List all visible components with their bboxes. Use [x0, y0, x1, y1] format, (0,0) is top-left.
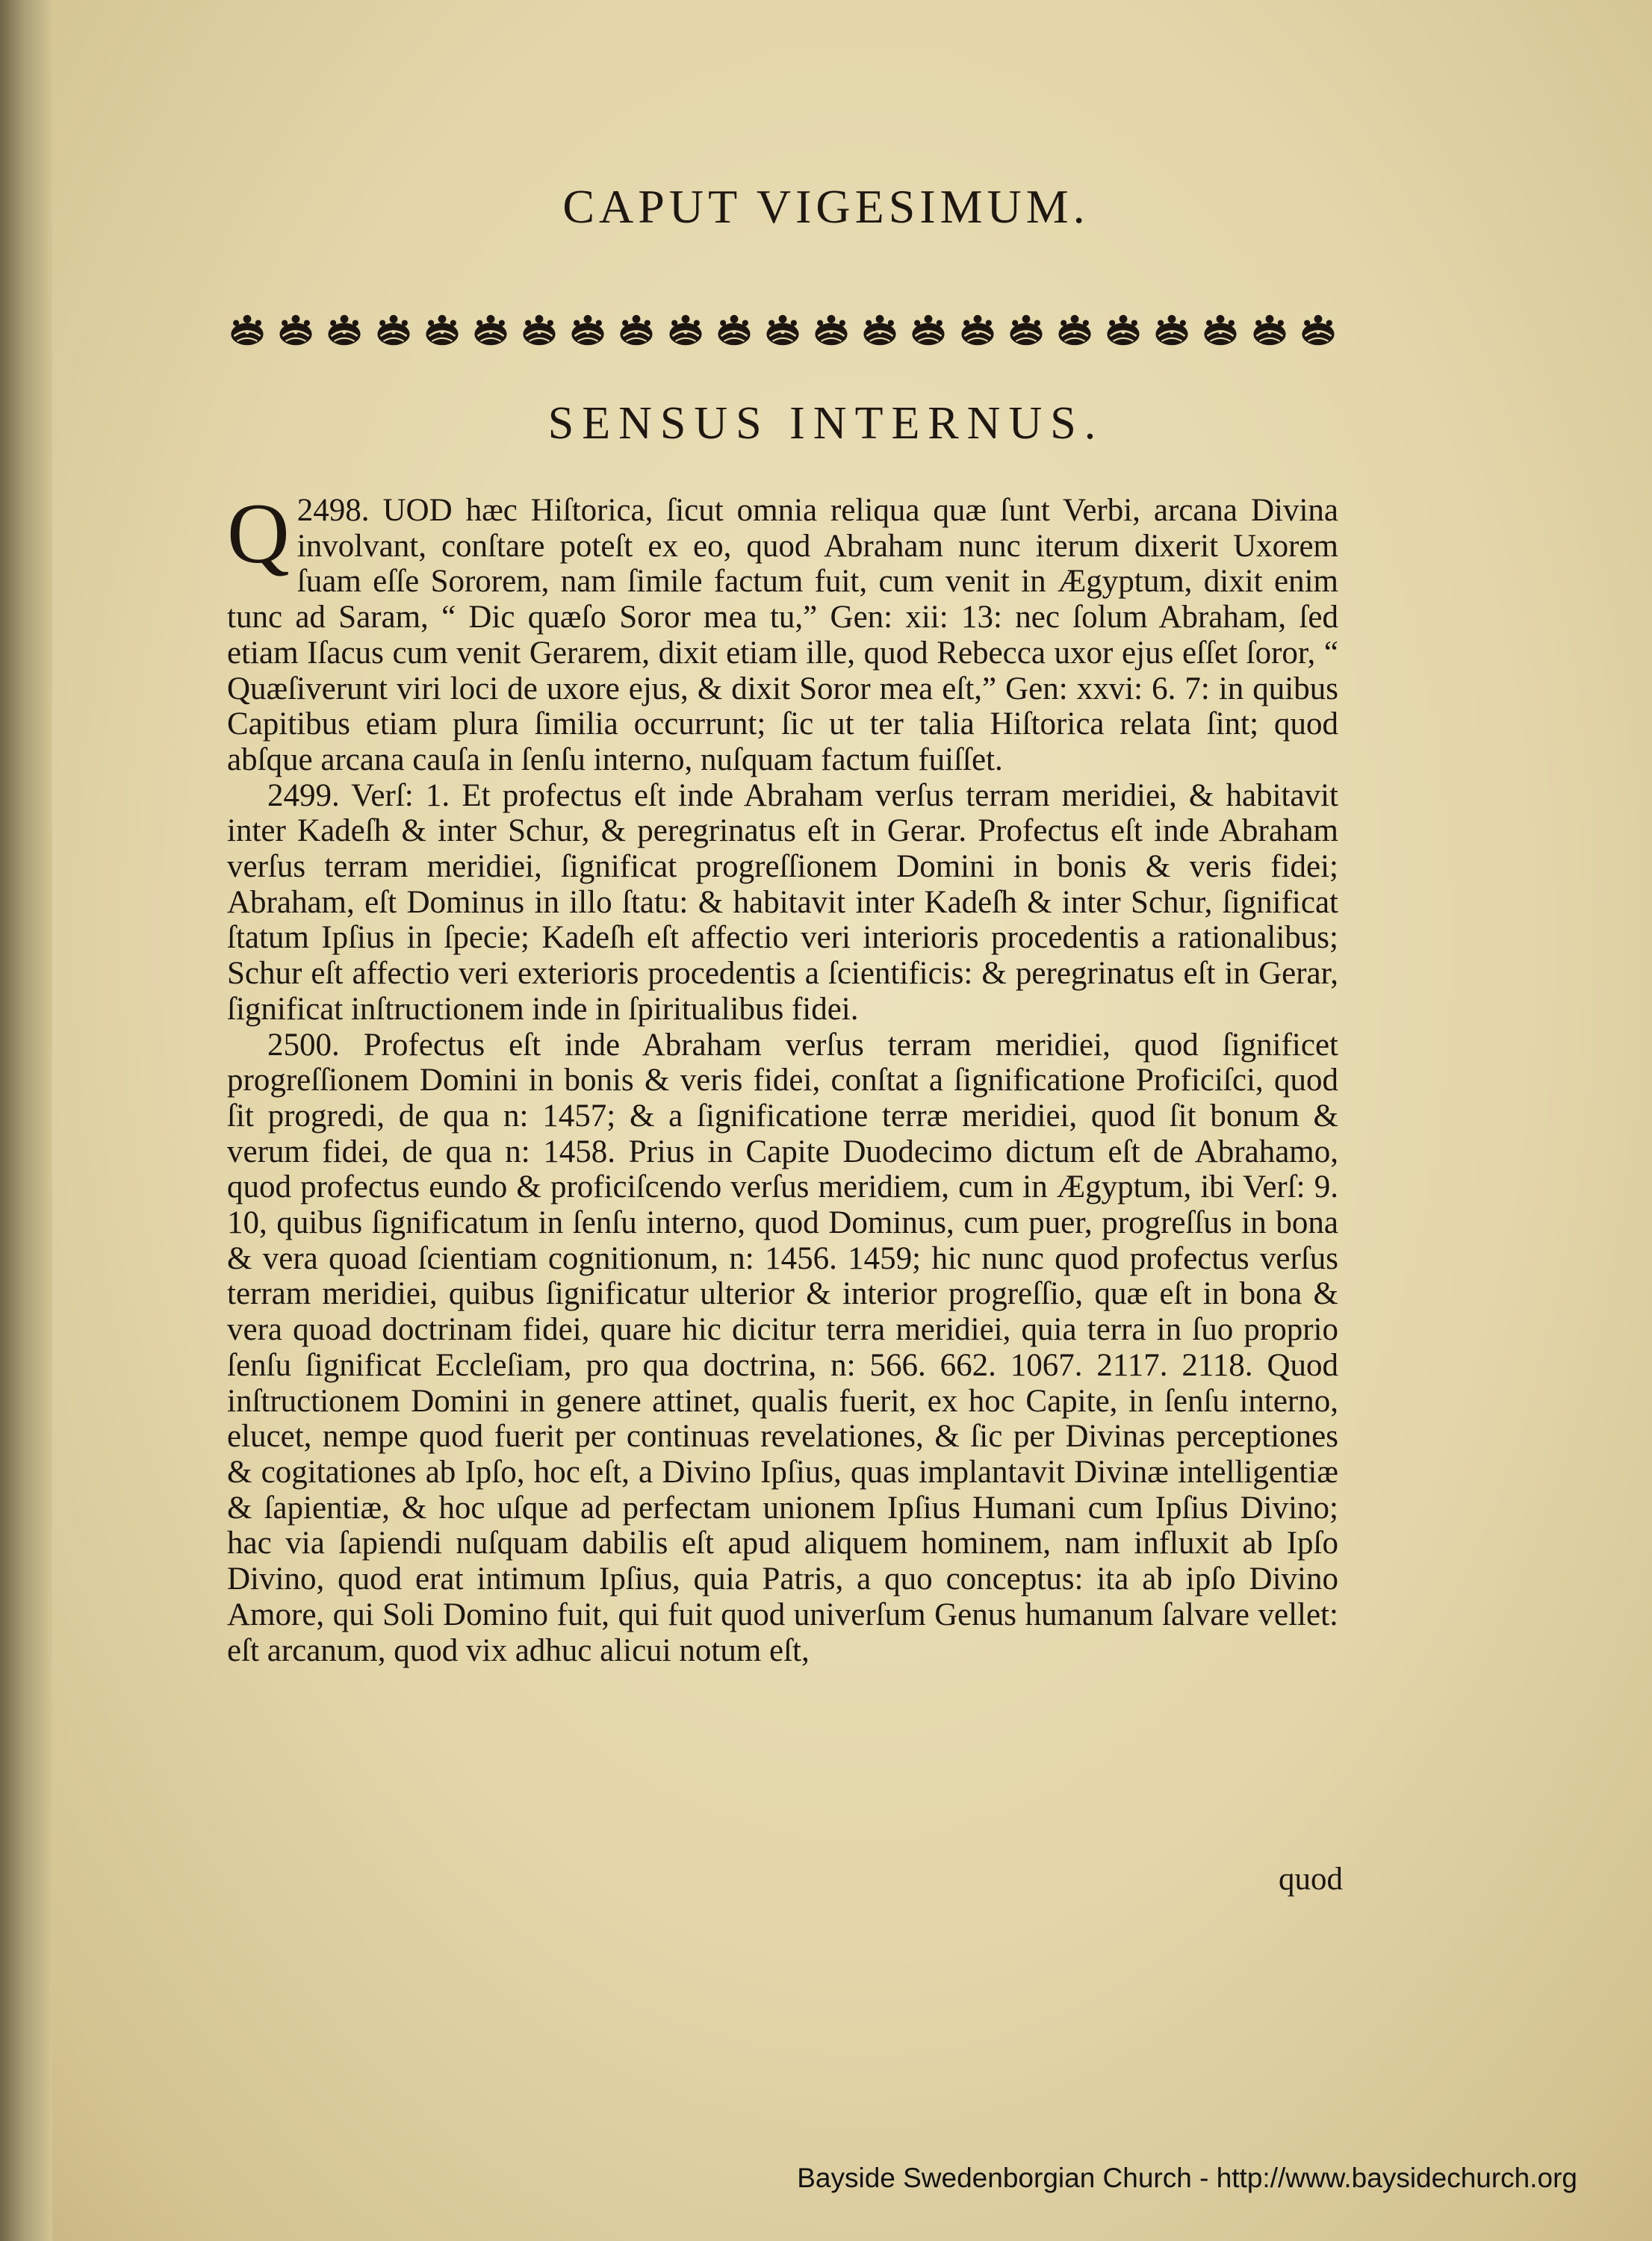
section-heading: SENSUS INTERNUS. [547, 398, 1105, 449]
paragraph-body: UOD hæc Hiſtorica, ſicut omnia reliqua quæ ſunt Verbi, arcana Divina involvant, conſtare poteſt ex eo, quod Abraham nunc iterum dixerit Uxorem ſuam eſſe Sororem, nam ſimile factum fuit, cum venit in Ægyptum, dixit enim tunc ad Saram, “ Dic quæſo Soror mea tu,” Gen: xii: 13: nec ſolum Abraham, ſed etiam Iſacus cum venit Gerarem, dixit etiam ille, quod Rebecca uxor ejus eſſet ſoror, “ Quæſiverunt viri loci de uxore ejus, & dixit Soror mea eſt,” Gen: xxvi: 6. 7: in quibus Capitibus etiam plura ſimilia occurrunt; ſic ut ter talia Hiſtorica relata ſint; quod abſque arcana cauſa in ſenſu interno, nuſquam factum fuiſſet. [227, 493, 1338, 777]
body-text [227, 486, 1338, 1668]
footer-credit: Bayside Swedenborgian Church - http://www.baysidechurch.org [797, 2163, 1577, 2193]
drop-cap: Q [227, 486, 290, 582]
page-gutter-shadow [0, 0, 52, 2241]
crown-ornament-rule [227, 305, 1338, 355]
crown-ornament-icon [1249, 310, 1290, 350]
paragraph-number: 2498. [296, 493, 370, 528]
crown-ornament-icon [860, 310, 900, 350]
crown-ornament-icon [471, 310, 511, 350]
paragraph-2499: 2499. Verſ: 1. Et profectus eſt inde Abraham verſus terram meridiei, & habitavit inter Kadeſh & inter Schur, & peregrinatus eſt in Gerar. Profectus eſt inde Abraham verſus terram meridiei, ſignificat progreſſionem Domini in bonis & veris fidei; Abraham, eſt Dominus in illo ſtatu: & habitavit inter Kadeſh & inter Schur, ſignificat ſtatum Ipſius in ſpecie; Kadeſh eſt affectio veri interioris procedentis a rationalibus; Schur eſt affectio veri exterioris procedentis a ſcientificis: & peregrinatus eſt in Gerar, ſignificat inſtructionem inde in ſpiritualibus fidei. [227, 777, 1338, 1027]
crown-ornament-icon [616, 310, 656, 350]
crown-ornament-icon [1055, 310, 1095, 350]
paragraph-2498 [227, 486, 1338, 778]
paragraph-2500: 2500. Profectus eſt inde Abraham verſus terram meridiei, quod ſignificet progreſſionem Domini in bonis & veris fidei, conſtat a ſignificatione Proficiſci, quod ſit progredi, de qua n: 1457; & a ſignificatione terræ meridiei, quod ſit bonum & verum fidei, de qua n: 1458. Prius in Capite Duodecimo dictum eſt de Abrahamo, quod profectus eundo & proficiſcendo verſus meridiem, cum in Ægyptum, ibi Verſ: 9. 10, quibus ſignificatum in ſenſu interno, quod Dominus, cum puer, progreſſus in bona & vera quoad ſcientiam cognitionum, n: 1456. 1459; hic nunc quod profectus verſus terram meridiei, quibus ſignificatur ulterior & interior progreſſio, quæ eſt in bona & vera quoad doctrinam fidei, quare hic dicitur terra meridiei, quia terra in ſuo proprio ſenſu ſignificat Eccleſiam, pro qua doctrina, n: 566. 662. 1067. 2117. 2118. Quod inſtructionem Domini in genere attinet, qualis fuerit, ex hoc Capite, in ſenſu interno, elucet, nempe quod fuerit per continuas revelationes, & ſic per Divinas perceptiones & cogitationes ab Ipſo, hoc eſt, a Divino Ipſius, quas implantavit Divinæ intelligentiæ & ſapientiæ, & hoc uſque ad perfectam unionem Ipſius Humani cum Ipſius Divino; hac via ſapiendi nuſquam dabilis eſt apud aliquem hominem, nam influxit ab Ipſo Divino, quod erat intimum Ipſius, quia Patris, a quo conceptus: ita ab ipſo Divino Amore, qui Soli Domino fuit, qui fuit quod univerſum Genus humanum ſalvare vellet: eſt arcanum, quod vix adhuc alicui notum eſt, [227, 1027, 1338, 1668]
crown-ornament-icon [568, 310, 608, 350]
crown-ornament-icon [665, 310, 706, 350]
crown-ornament-icon [1200, 310, 1240, 350]
crown-ornament-icon [714, 310, 754, 350]
crown-ornament-icon [324, 310, 364, 350]
crown-ornament-icon [1006, 310, 1046, 350]
crown-ornament-icon [422, 310, 462, 350]
crown-ornament-icon [227, 310, 267, 350]
crown-ornament-icon [373, 310, 414, 350]
crown-ornament-icon [957, 310, 998, 350]
catchword: quod [1279, 1862, 1343, 1897]
crown-ornament-icon [763, 310, 803, 350]
crown-ornament-icon [908, 310, 948, 350]
chapter-heading: CAPUT VIGESIMUM. [562, 180, 1090, 233]
crown-ornament-icon [811, 310, 851, 350]
crown-ornament-icon [1298, 310, 1338, 350]
crown-ornament-icon [519, 310, 559, 350]
crown-ornament-icon [1103, 310, 1143, 350]
crown-ornament-icon [276, 310, 316, 350]
crown-ornament-icon [1152, 310, 1192, 350]
